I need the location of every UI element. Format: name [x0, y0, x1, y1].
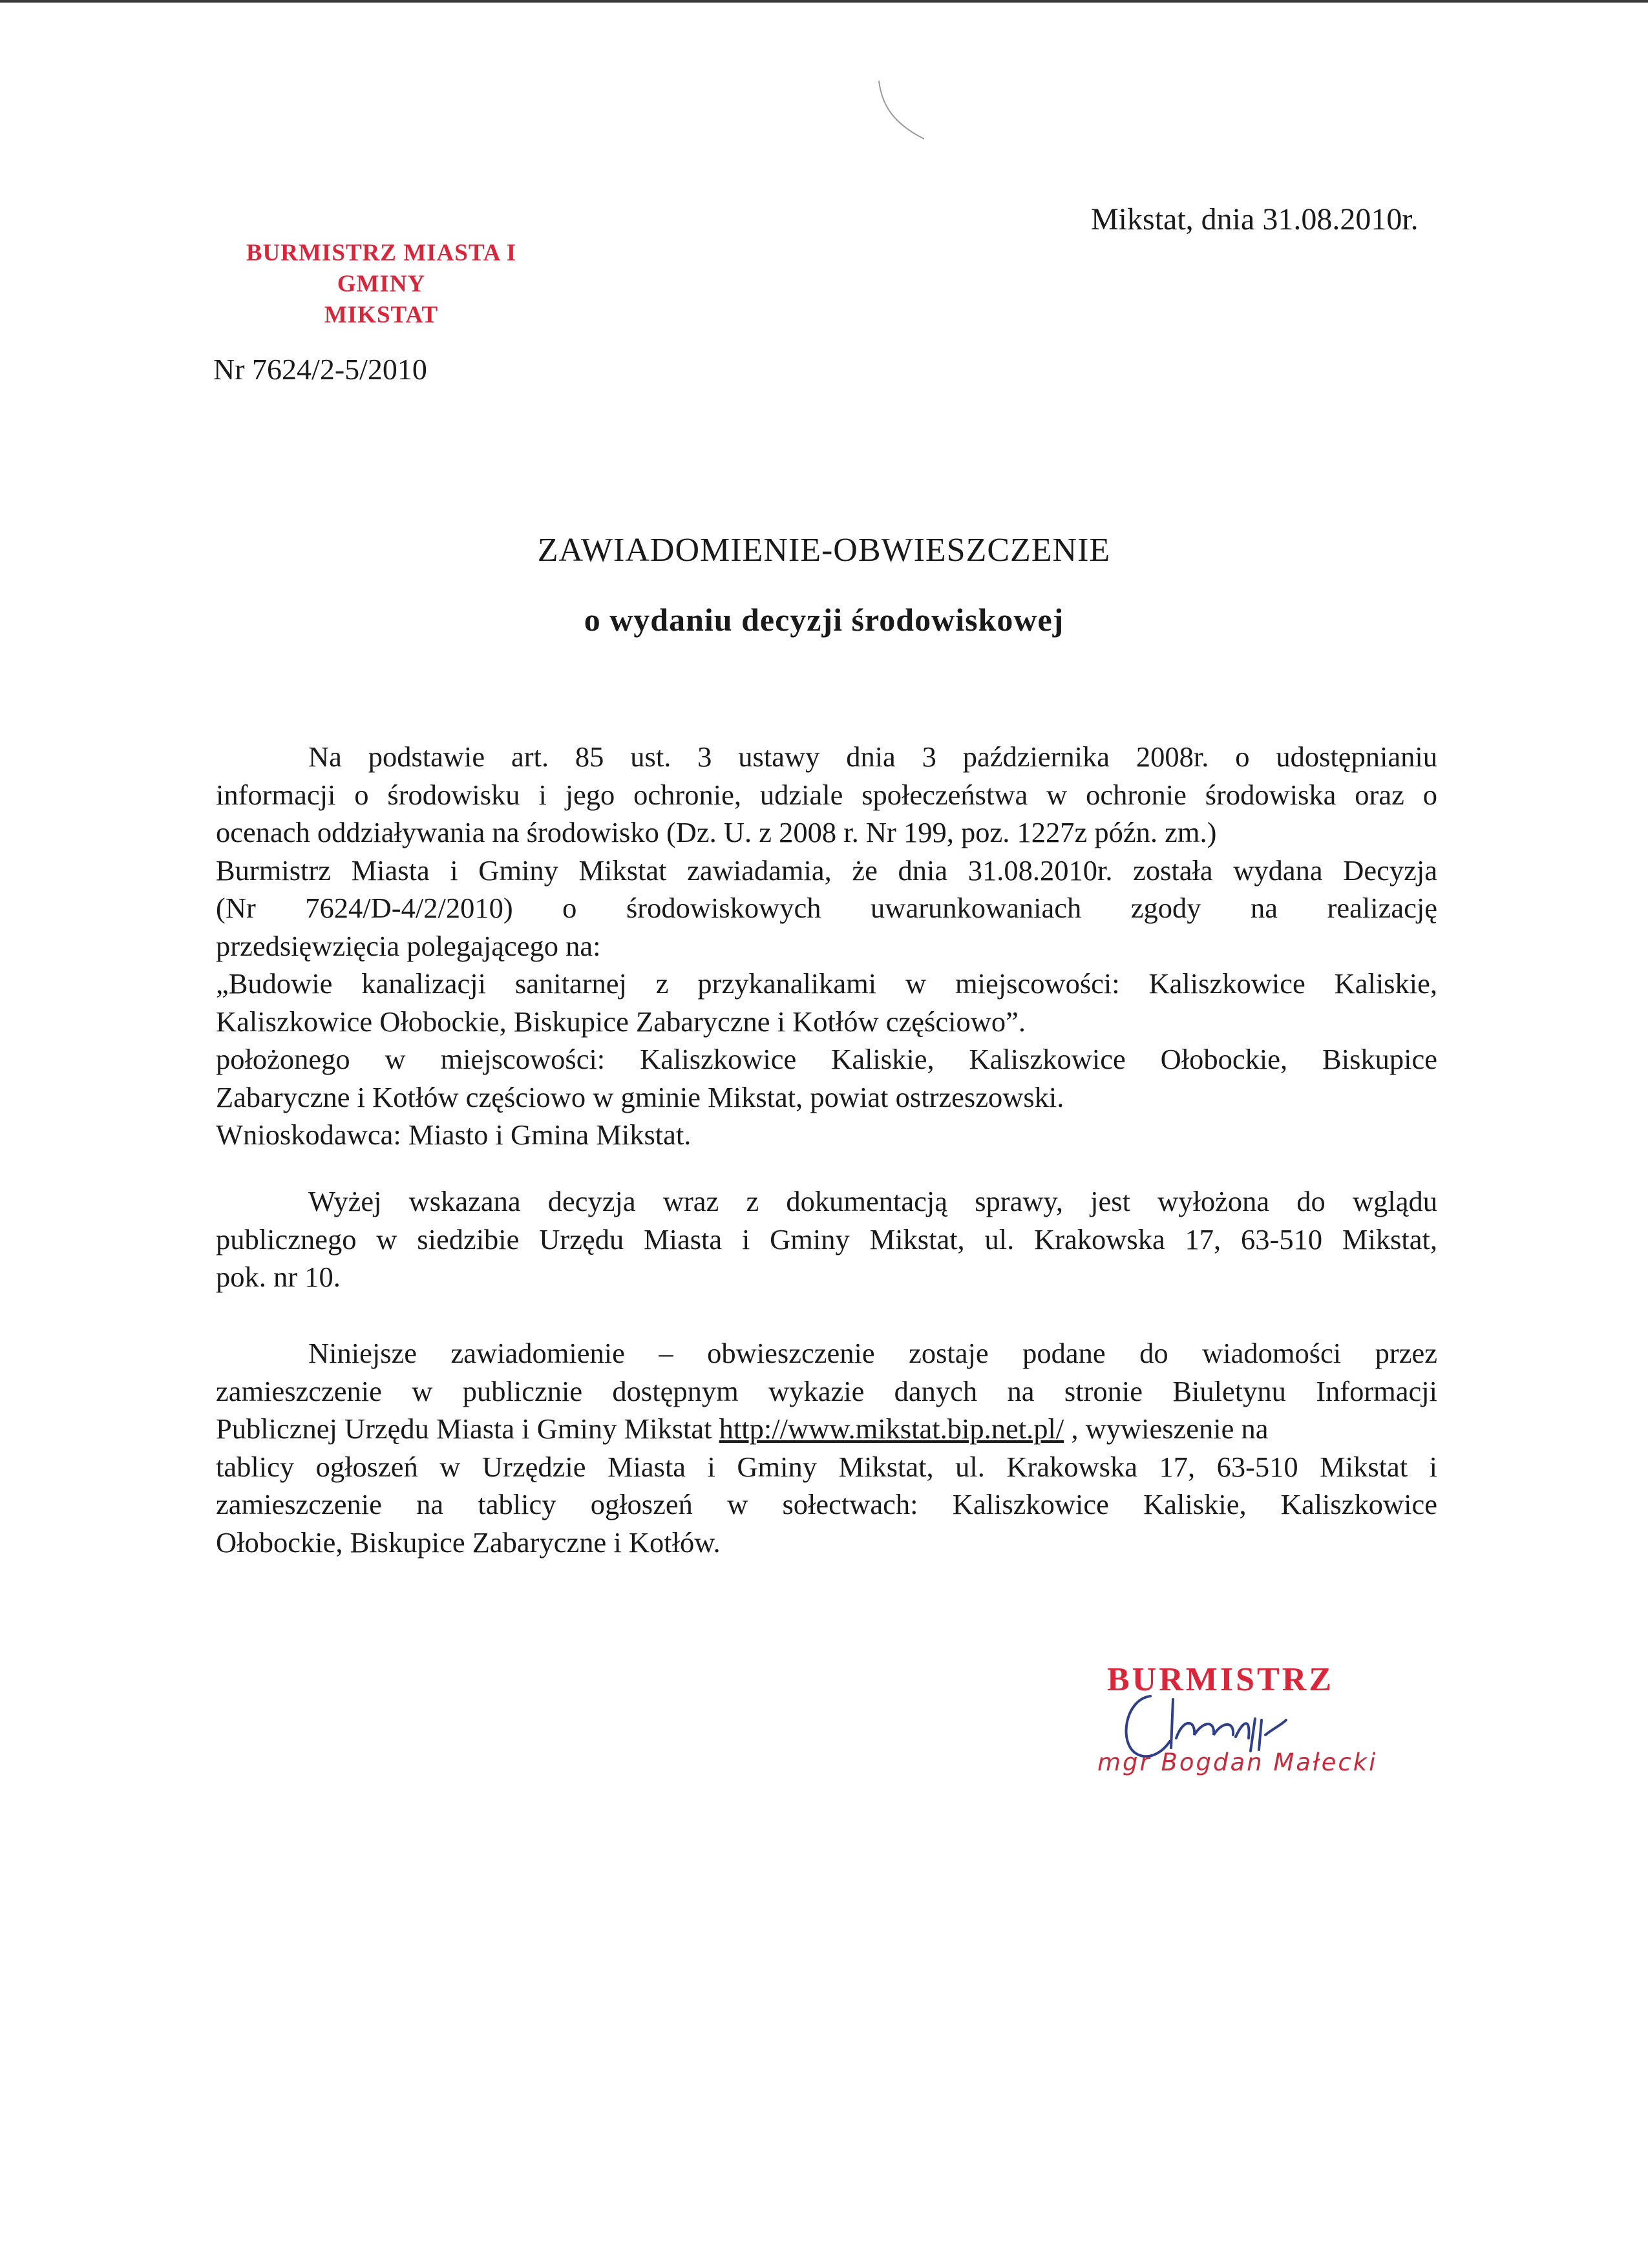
paragraph-line: zamieszczenie w publicznie dostępnym wykazie danych na stronie Biuletynu Informacji — [216, 1374, 1437, 1407]
paragraph-line: Wyżej wskazana decyzja wraz z dokumentacją sprawy, jest wyłożona do wglądu — [308, 1185, 1437, 1217]
document-subtitle: o wydaniu decyzji środowiskowej — [584, 602, 1064, 638]
reference-number: Nr 7624/2-5/2010 — [213, 353, 427, 386]
paragraph-line: Zabaryczne i Kotłów częściowo w gminie Mikstat, powiat ostrzeszowski. — [216, 1080, 1064, 1113]
issuer-stamp — [200, 238, 562, 331]
issuer-stamp-line1: BURMISTRZ MIASTA I GMINY — [246, 240, 517, 297]
scan-mark — [872, 78, 931, 142]
document-date: Mikstat, dnia 31.08.2010r. — [1091, 202, 1419, 236]
scan-edge-line — [0, 0, 1648, 3]
paragraph-line: „Budowie kanalizacji sanitarnej z przykanalikami w miejscowości: Kaliszkowice Kaliskie, — [216, 967, 1437, 1000]
paragraph-line: ocenach oddziaływania na środowisko (Dz. U. z 2008 r. Nr 199, poz. 1227z późn. zm.) — [216, 816, 1217, 848]
signatory-name: mgr Bogdan Małecki — [1097, 1748, 1378, 1776]
bip-link[interactable]: http://www.mikstat.bip.net.pl/ — [719, 1412, 1064, 1445]
paragraph-line: Wnioskodawca: Miasto i Gmina Mikstat. — [216, 1118, 692, 1151]
paragraph-text: Publicznej Urzędu Miasta i Gminy Mikstat — [216, 1412, 719, 1445]
paragraph-line: zamieszczenie na tablicy ogłoszeń w sołectwach: Kaliszkowice Kaliskie, Kaliszkowice — [216, 1488, 1437, 1520]
paragraph-line: informacji o środowisku i jego ochronie, udziale społeczeństwa w ochronie środowiska oraz o — [216, 778, 1437, 811]
paragraph-line: Na podstawie art. 85 ust. 3 ustawy dnia 3 października 2008r. o udostępnianiu — [308, 740, 1437, 773]
paragraph-line: Ołobockie, Biskupice Zabaryczne i Kotłów. — [216, 1526, 721, 1559]
issuer-stamp-line2: MIKSTAT — [324, 302, 439, 328]
paragraph-decision — [216, 738, 1437, 1154]
paragraph-line: przedsięwzięcia polegającego na: — [216, 929, 601, 962]
signature-title: BURMISTRZ — [1107, 1661, 1334, 1698]
paragraph-line: Kaliszkowice Ołobockie, Biskupice Zabaryczne i Kotłów częściowo”. — [216, 1005, 1026, 1038]
paragraph-line-with-link — [216, 1410, 1437, 1448]
paragraph-line: tablicy ogłoszeń w Urzędzie Miasta i Gminy Mikstat, ul. Krakowska 17, 63-510 Mikstat i — [216, 1450, 1437, 1483]
paragraph-line: pok. nr 10. — [216, 1261, 341, 1293]
paragraph-line: Burmistrz Miasta i Gminy Mikstat zawiadamia, że dnia 31.08.2010r. została wydana Decyzja — [216, 854, 1437, 887]
paragraph-line: (Nr 7624/D-4/2/2010) o środowiskowych uwarunkowaniach zgody na realizację — [216, 892, 1437, 924]
paragraph-text: , wywieszenie na — [1064, 1412, 1269, 1445]
paragraph-line: położonego w miejscowości: Kaliszkowice Kaliskie, Kaliszkowice Ołobockie, Biskupice — [216, 1043, 1437, 1075]
paragraph-line: publicznego w siedzibie Urzędu Miasta i Gminy Mikstat, ul. Krakowska 17, 63-510 Mikstat, — [216, 1223, 1437, 1255]
paragraph-inspection — [216, 1182, 1437, 1296]
paragraph-publication — [216, 1334, 1437, 1561]
paragraph-line: Niniejsze zawiadomienie – obwieszczenie zostaje podane do wiadomości przez — [308, 1337, 1437, 1369]
document-title: ZAWIADOMIENIE-OBWIESZCZENIE — [537, 532, 1111, 569]
